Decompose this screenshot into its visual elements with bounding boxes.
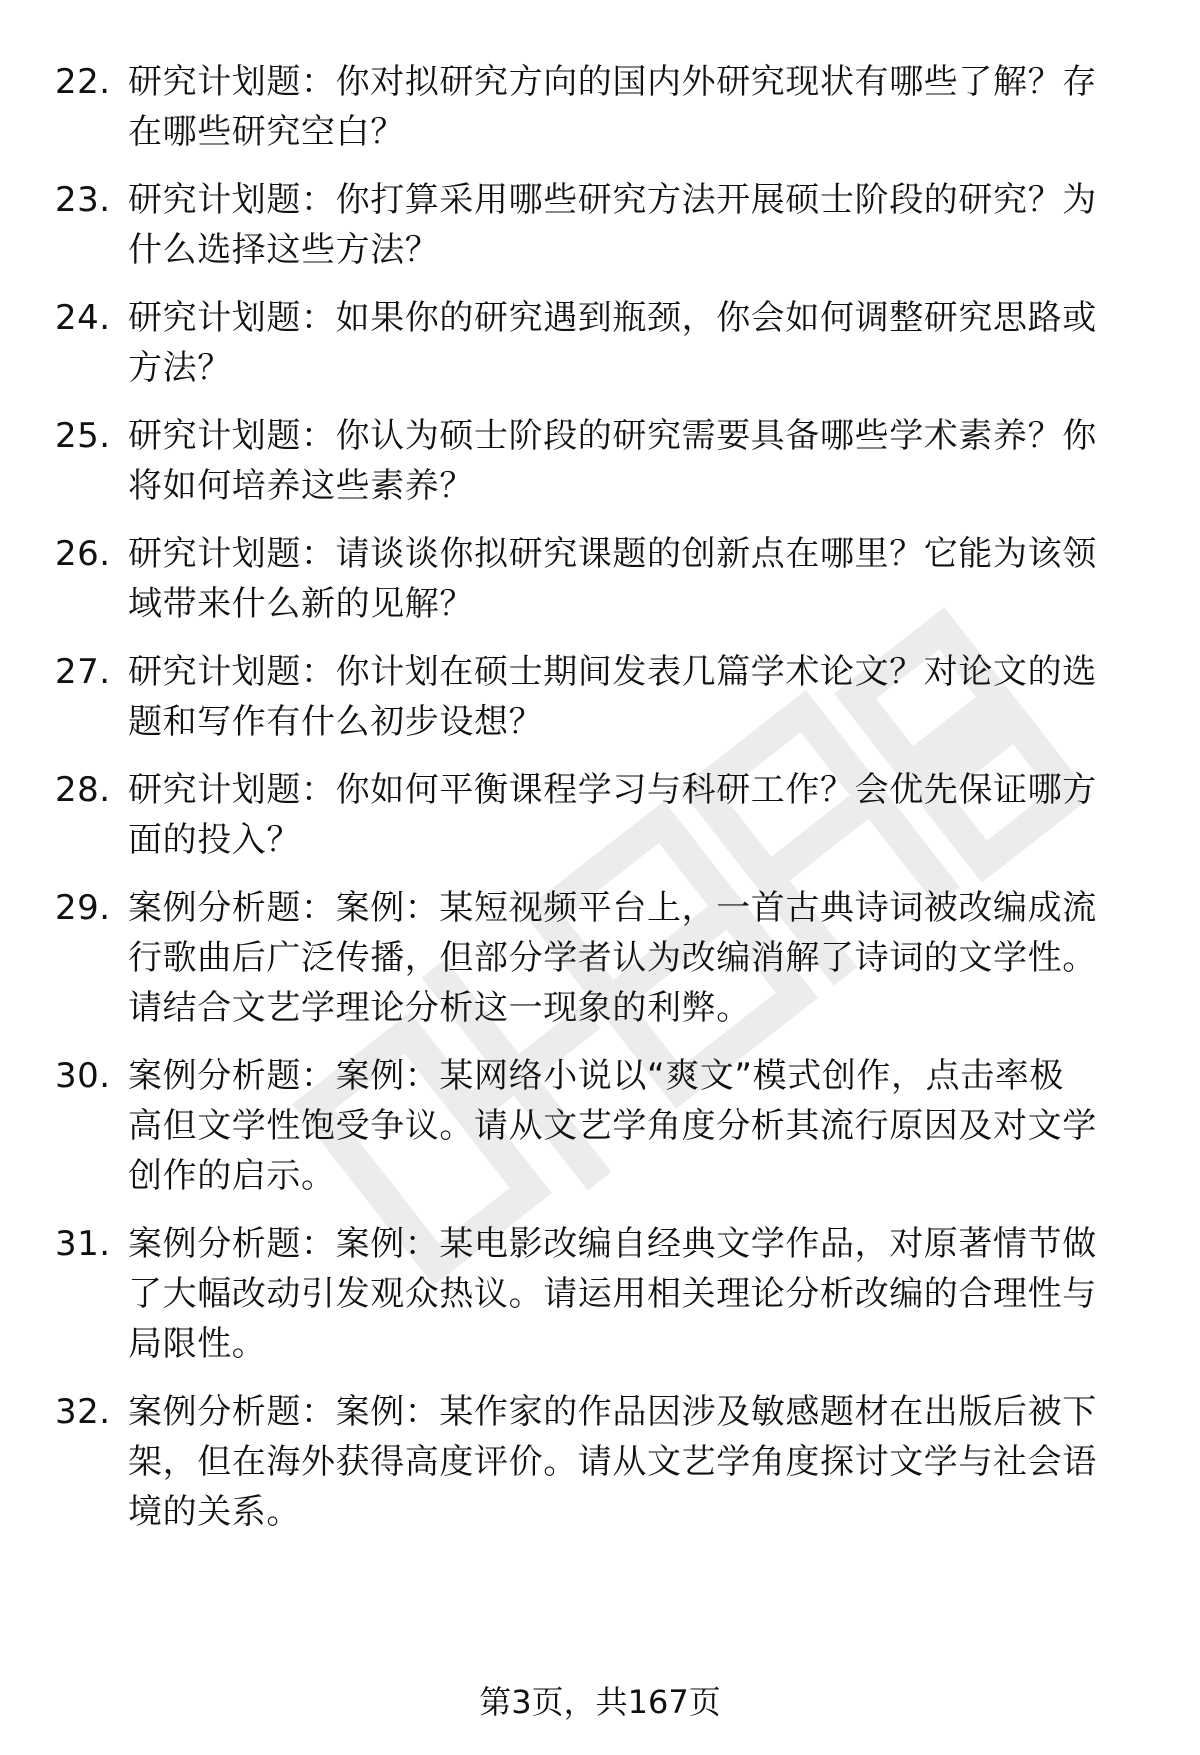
question-number: 26.: [55, 534, 111, 574]
question-line: 请结合文艺学理论分析这一现象的利弊。: [128, 988, 751, 1028]
question-line: 高但文学性饱受争议。请从文艺学角度分析其流行原因及对文学: [128, 1106, 1097, 1146]
question-line: 研究计划题：你计划在硕士期间发表几篇学术论文？对论文的选: [128, 652, 1097, 692]
question-line: 在哪些研究空白？: [128, 112, 405, 152]
question-line: 研究计划题：请谈谈你拟研究课题的创新点在哪里？它能为该领: [128, 534, 1097, 574]
question-line: 局限性。: [128, 1324, 267, 1364]
question-line: 什么选择这些方法？: [128, 230, 440, 270]
question-number: 23.: [55, 180, 111, 220]
question-line: 研究计划题：你打算采用哪些研究方法开展硕士阶段的研究？为: [128, 180, 1097, 220]
question-line: 境的关系。: [128, 1492, 301, 1532]
question-line: 方法？: [128, 348, 232, 388]
question-text: [128, 765, 1138, 865]
question-number: 29.: [55, 888, 111, 928]
question-line: 创作的启示。: [128, 1156, 336, 1196]
question-text: [128, 529, 1138, 629]
question-number: 30.: [55, 1056, 111, 1096]
page-number: 第3页，共167页: [479, 1683, 721, 1721]
question-line: 案例分析题：案例：某短视频平台上，一首古典诗词被改编成流: [128, 888, 1097, 928]
question-number: 22.: [55, 62, 111, 102]
question-line: 架，但在海外获得高度评价。请从文艺学角度探讨文学与社会语: [128, 1442, 1097, 1482]
question-line: 将如何培养这些素养？: [128, 466, 474, 506]
question-line: 案例分析题：案例：某作家的作品因涉及敏感题材在出版后被下: [128, 1392, 1097, 1432]
question-text: [128, 293, 1138, 393]
question-number: 32.: [55, 1392, 111, 1432]
question-line: 研究计划题：如果你的研究遇到瓶颈，你会如何调整研究思路或: [128, 298, 1097, 338]
question-text: [128, 411, 1138, 511]
question-number: 25.: [55, 416, 111, 456]
question-text: [128, 57, 1138, 157]
question-text: [128, 647, 1138, 747]
question-text: [128, 175, 1138, 275]
question-line: 案例分析题：案例：某电影改编自经典文学作品，对原著情节做: [128, 1224, 1097, 1264]
question-number: 24.: [55, 298, 111, 338]
question-line: 面的投入？: [128, 820, 301, 860]
question-text: [128, 1387, 1138, 1537]
question-line: 了大幅改动引发观众热议。请运用相关理论分析改编的合理性与: [128, 1274, 1097, 1314]
question-line: 案例分析题：案例：某网络小说以“爽文”模式创作，点击率极: [128, 1056, 1065, 1096]
question-number: 31.: [55, 1224, 111, 1264]
question-number: 28.: [55, 770, 111, 810]
question-line: 研究计划题：你对拟研究方向的国内外研究现状有哪些了解？存: [128, 62, 1097, 102]
question-line: 题和写作有什么初步设想？: [128, 702, 544, 742]
question-text: [128, 1051, 1138, 1201]
question-line: 行歌曲后广泛传播，但部分学者认为改编消解了诗词的文学性。: [128, 938, 1097, 978]
question-text: [128, 1219, 1138, 1369]
question-text: [128, 883, 1138, 1033]
question-number: 27.: [55, 652, 111, 692]
question-line: 研究计划题：你认为硕士阶段的研究需要具备哪些学术素养？你: [128, 416, 1097, 456]
question-line: 研究计划题：你如何平衡课程学习与科研工作？会优先保证哪方: [128, 770, 1097, 810]
question-line: 域带来什么新的见解？: [128, 584, 474, 624]
